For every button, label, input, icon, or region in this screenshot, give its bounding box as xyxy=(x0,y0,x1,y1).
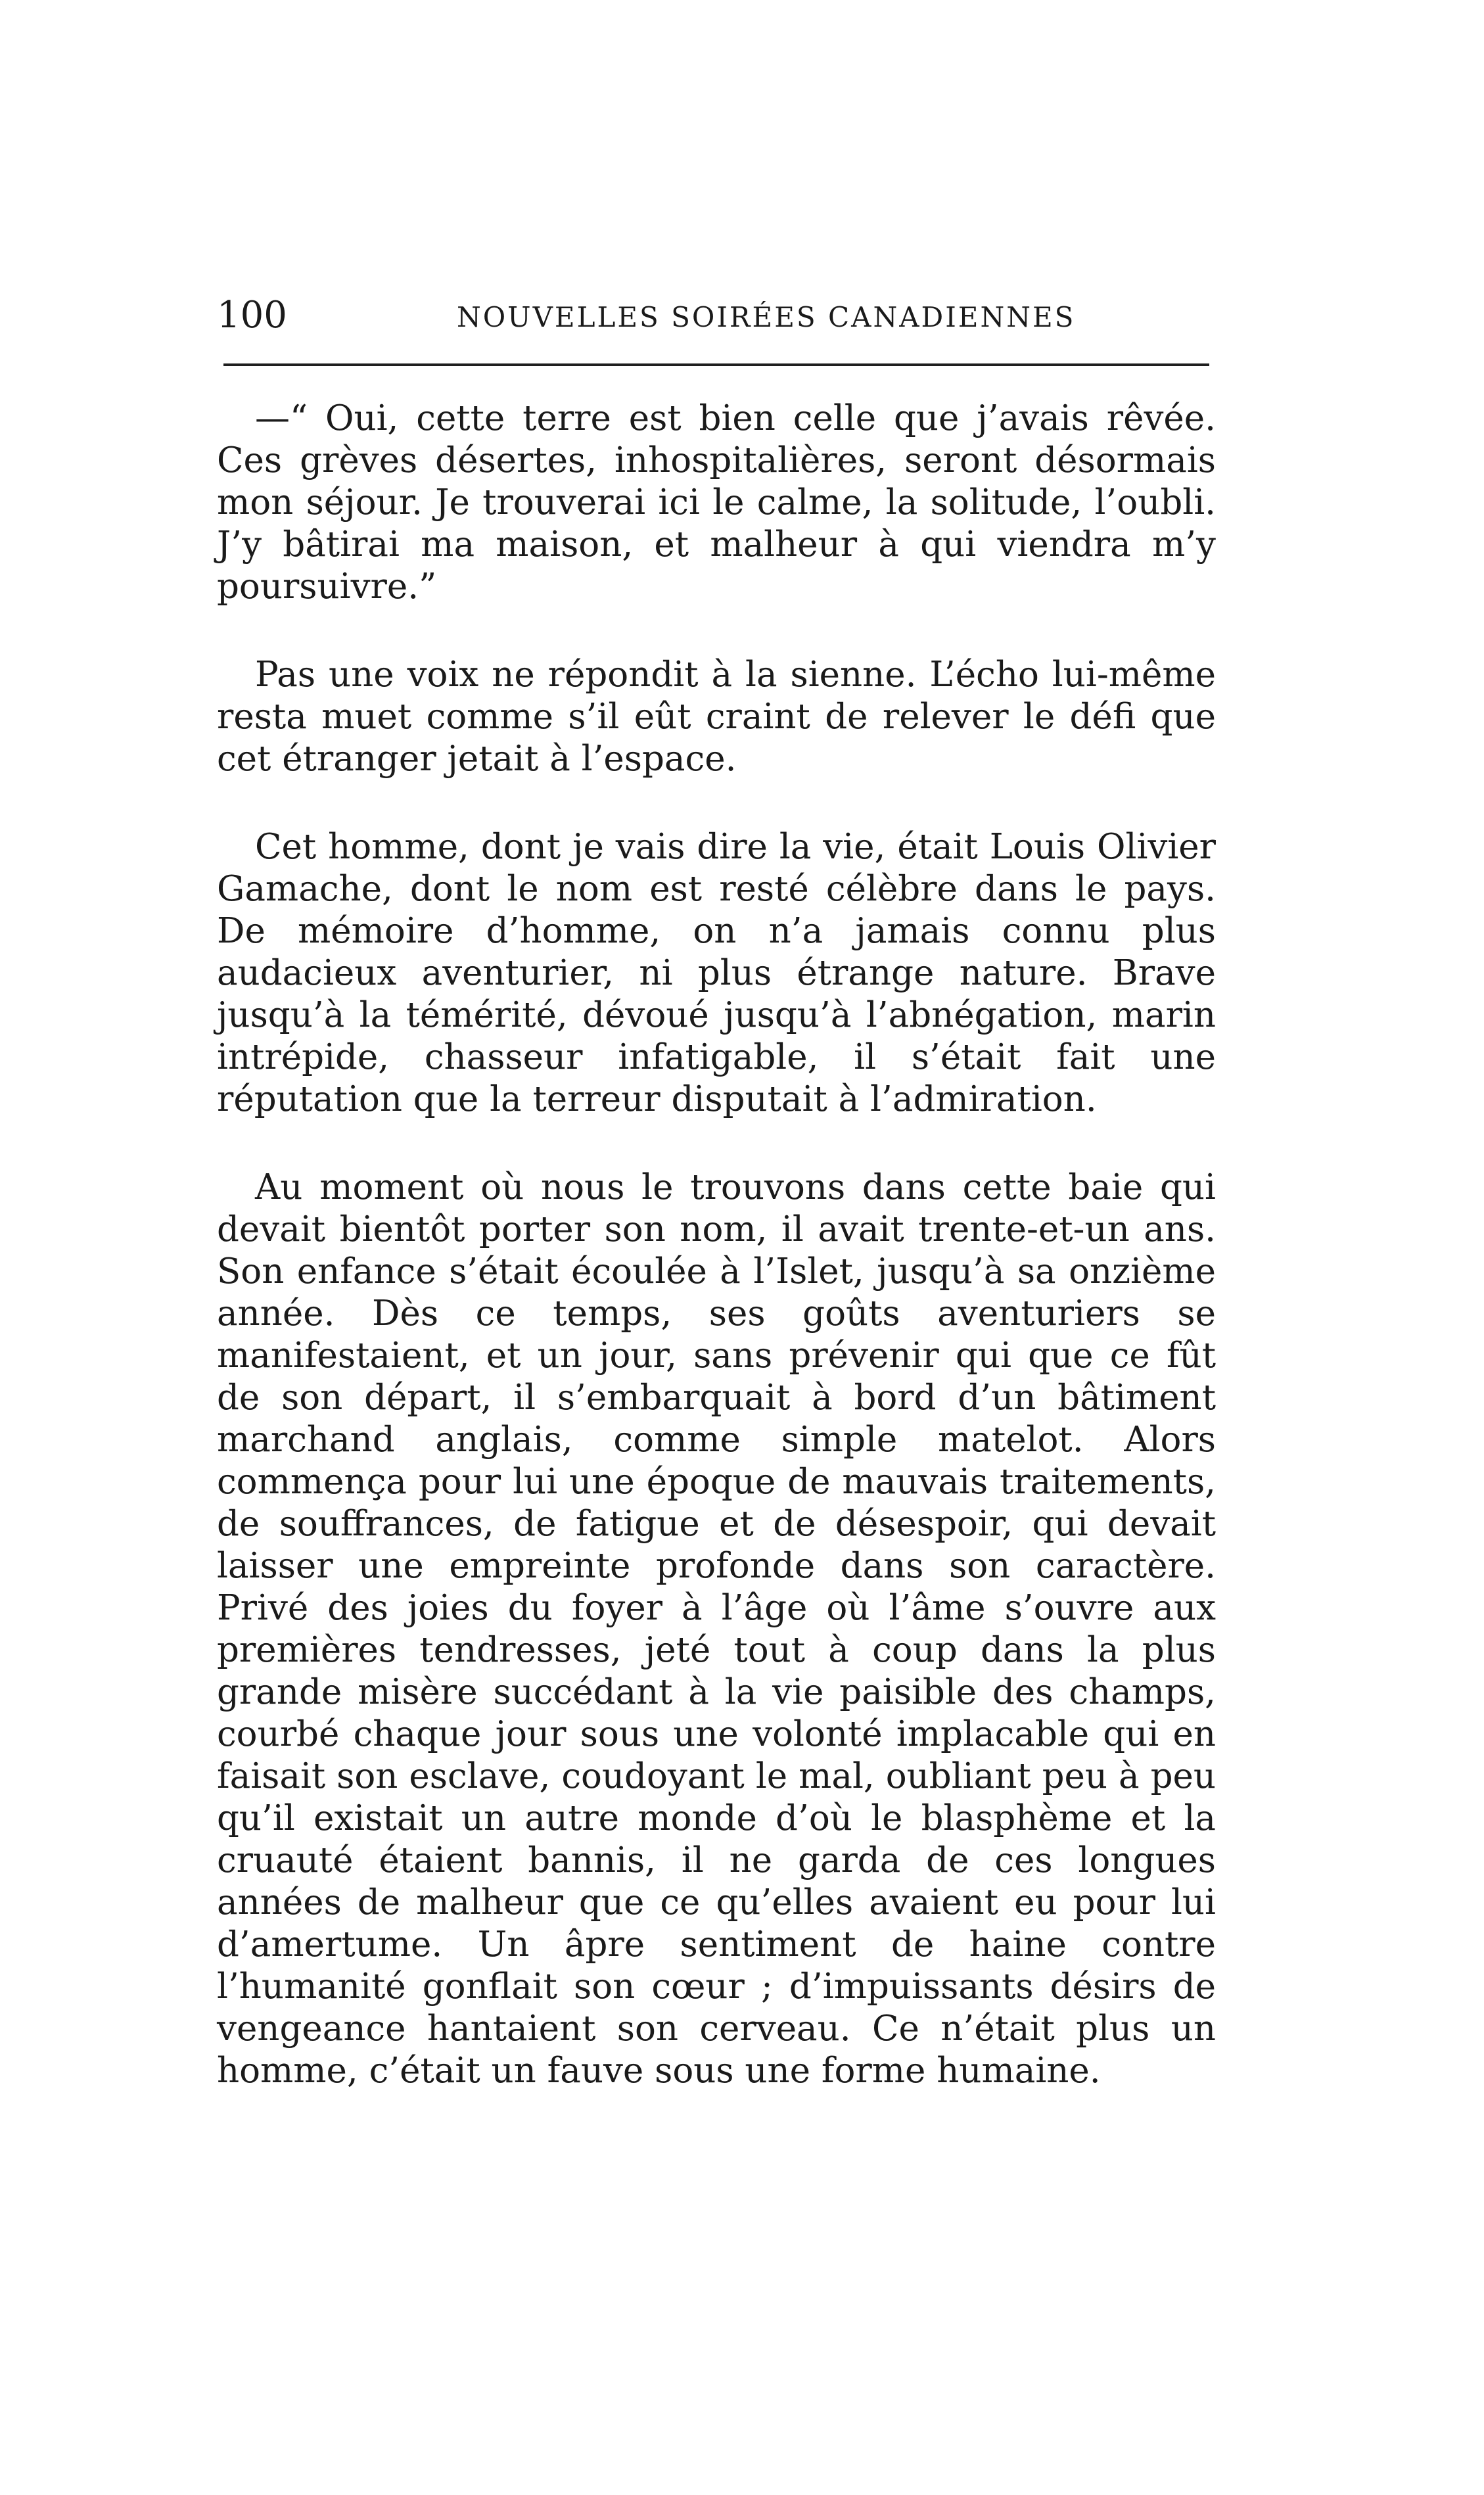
paragraph-4: Au moment où nous le trouvons dans cette baie qui devait bientôt porter son nom, il avait trente-et-un ans. Son enfance s’était écoulée à l’Islet, jusqu’à sa onzième année. Dès ce temps, ses goûts aventuriers se manifestaient, et un jour, sans prévenir qui que ce fût de son départ, il s’embarquait à bord d’un bâtiment marchand anglais, comme simple matelot. Alors commença pour lui une époque de mauvais traitements, de souffrances, de fatigue et de désespoir, qui devait laisser une empreinte profonde dans son caractère. Privé des joies du foyer à l’âge où l’âme s’ouvre aux premières tendresses, jeté tout à coup dans la plus grande misère succédant à la vie paisible des champs, courbé chaque jour sous une volonté implacable qui en faisait son esclave, coudoyant le mal, oubliant peu à peu qu’il existait un autre monde d’où le blasphème et la cruauté étaient bannis, il ne garda de ces longues années de malheur que ce qu’elles avaient eu pour lui d’amertume. Un âpre sentiment de haine contre l’humanité gonflait son cœur ; d’impuissants désirs de vengeance hantaient son cerveau. Ce n’était plus un homme, c’était un fauve sous une forme humaine. xyxy=(217,1167,1216,2091)
paragraph-2: Pas une voix ne répondit à la sienne. L’écho lui-même resta muet comme s’il eût craint de relever le défi que cet étranger jetait à l’espace. xyxy=(217,655,1216,779)
running-title: NOUVELLES SOIRÉES CANADIENNES xyxy=(457,301,1076,333)
page-header xyxy=(217,283,1216,342)
paragraph-3: Cet homme, dont je vais dire la vie, était Louis Olivier Gamache, dont le nom est resté célèbre dans le pays. De mémoire d’homme, on n’a jamais connu plus audacieux aventurier, ni plus étrange nature. Brave jusqu’à la témérité, dévoué jusqu’à l’abnégation, marin intrépide, chasseur infatigable, il s’était fait une réputation que la terreur disputait à l’admiration. xyxy=(217,827,1216,1119)
page-number: 100 xyxy=(217,294,287,337)
body-text xyxy=(217,398,1216,2092)
paragraph-1: —“ Oui, cette terre est bien celle que j’avais rêvée. Ces grèves désertes, inhospitalières, seront désormais mon séjour. Je trouverai ici le calme, la solitude, l’oubli. J’y bâtirai ma maison, et malheur à qui viendra m’y poursuivre.” xyxy=(217,398,1216,607)
header-rule xyxy=(223,363,1209,366)
